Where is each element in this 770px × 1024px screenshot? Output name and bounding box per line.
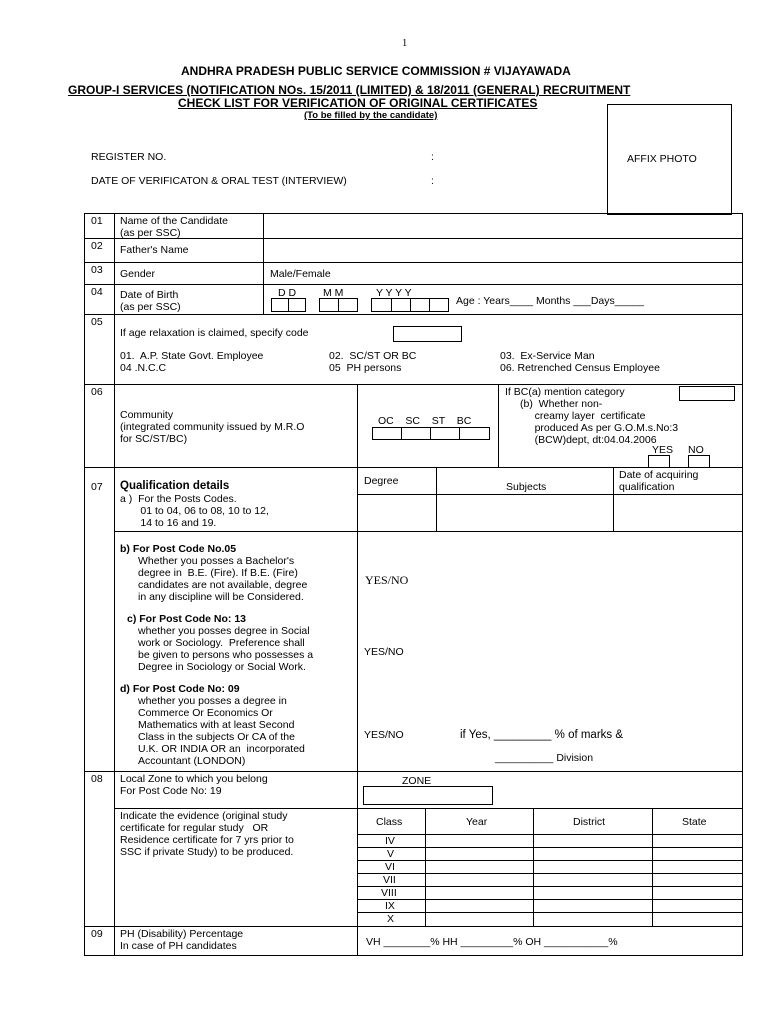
bc-category-prompt: If BC(a) mention category [505,386,625,398]
age-relaxation-prompt: If age relaxation is claimed, specify code [120,327,309,339]
category-oc: OC [378,415,394,427]
photo-box[interactable] [607,104,732,215]
zone-input-box[interactable] [363,786,493,805]
class-row-x: X [387,913,395,925]
dob-day-box[interactable] [271,298,306,312]
zone-label: ZONE [402,775,432,787]
register-no-colon: : [431,151,434,163]
row-04-number: 04 [91,286,103,298]
relaxation-code-box[interactable] [393,326,462,342]
post-code-09-heading: d) For Post Code No: 09 [120,683,240,695]
relaxation-codes-col1: 01. A.P. State Govt. Employee 04 .N.C.C [120,350,264,374]
degree-column-header: Degree [364,475,399,487]
class-row-ix: IX [385,900,395,912]
candidate-name-field[interactable] [265,215,741,237]
division-field[interactable]: __________ Division [495,752,594,764]
state-column-header: State [682,816,707,828]
dob-month-box[interactable] [319,298,358,312]
interview-date-colon: : [431,175,434,187]
dob-year-box[interactable] [371,298,449,312]
category-sc: SC [405,415,421,427]
non-creamy-question: (b) Whether non- creamy layer certificate produced As per G.O.M.s.No:3 (BCW)dept, dt:04.04.2006 [520,398,679,446]
dob-yyyy-label: Y Y Y Y [376,287,412,299]
row-06-number: 06 [91,386,103,398]
marks-percentage-field[interactable]: if Yes, _________ % of marks & [460,729,624,741]
dob-label: Date of Birth (as per SSC) [120,289,181,313]
subjects-column-header: Subjects [506,481,547,493]
post-code-05-answer[interactable]: YES/NO [365,573,409,587]
row-05-number: 05 [91,316,103,328]
father-name-label: Father's Name [120,244,189,256]
row-01-number: 01 [91,215,103,227]
district-column-header: District [573,816,606,828]
no-checkbox[interactable] [688,455,710,468]
page-number: 1 [402,38,408,49]
class-row-vii: VII [383,874,396,886]
community-categories [378,415,471,427]
row-08-number: 08 [91,773,103,785]
qualification-title: Qualification details [120,480,230,492]
local-zone-label: Local Zone to which you belong For Post Code No: 19 [120,773,268,797]
class-column-header: Class [376,816,403,828]
post-code-13-text: whether you posses degree in Social work or Sociology. Preference shall be given to persons who possesses a Degree in Sociology or Social Work. [138,625,314,673]
relaxation-codes-col2: 02. SC/ST OR BC 05 PH persons [329,350,417,374]
dob-mm-label: M M [323,287,344,299]
checklist-title: CHECK LIST FOR VERIFICATION OF ORIGINAL CERTIFICATES [178,96,538,110]
interview-date-label: DATE OF VERIFICATON & ORAL TEST (INTERVIEW) [91,175,347,187]
community-label: Community (integrated community issued by M.R.O for SC/ST/BC) [120,409,305,445]
post-code-09-text: whether you posses a degree in Commerce Or Economics Or Mathematics with at least Second Class in the subjects Or CA of the U.K. OR INDIA OR an incorporated Accountant (LONDON) [138,695,305,767]
register-no-label: REGISTER NO. [91,151,167,163]
post-code-05-heading: b) For Post Code No.05 [120,543,237,555]
commission-title: ANDHRA PRADESH PUBLIC SERVICE COMMISSION # VIJAYAWADA [181,64,571,78]
fill-note: (To be filled by the candidate) [304,110,438,121]
class-row-vi: VI [385,861,395,873]
class-row-viii: VIII [381,887,397,899]
gender-label: Gender [120,268,156,280]
category-st: ST [431,415,446,427]
row-03-number: 03 [91,264,103,276]
photo-box-label: AFFIX PHOTO [627,153,697,165]
qualification-a-text: a ) For the Posts Codes. 01 to 04, 06 to 08, 10 to 12, 14 to 16 and 19. [120,493,269,529]
post-code-13-heading: c) For Post Code No: 13 [127,613,247,625]
yes-checkbox[interactable] [648,455,670,468]
ph-percentage-label: PH (Disability) Percentage In case of PH candidates [120,928,244,952]
candidate-name-label: Name of the Candidate (as per SSC) [120,215,228,239]
father-name-field[interactable] [265,240,741,261]
post-code-09-answer[interactable]: YES/NO [364,729,404,741]
age-field[interactable]: Age : Years____ Months ___Days_____ [456,295,644,307]
post-code-05-text: Whether you posses a Bachelor's degree in B.E. (Fire). If B.E. (Fire) candidates are not available, degree in any discipline will be Considered. [138,555,308,603]
yes-label: YES [652,444,674,456]
class-row-iv: IV [385,835,395,847]
recruitment-subtitle: GROUP-I SERVICES (NOTIFICATION NOs. 15/2011 (LIMITED) & 18/2011 (GENERAL) RECRUITMENT [68,83,631,97]
year-column-header: Year [466,816,488,828]
row-09-number: 09 [91,928,103,940]
bc-category-box[interactable] [679,386,735,401]
class-row-v: V [387,848,395,860]
row-07-number: 07 [91,481,103,493]
study-evidence-text: Indicate the evidence (original study certificate for regular study OR Residence certificate for 7 yrs prior to SSC if private Study) to be produced. [120,810,294,858]
relaxation-codes-col3: 03. Ex-Service Man 06. Retrenched Census Employee [500,350,660,374]
no-label: NO [688,444,704,456]
gender-value[interactable]: Male/Female [270,268,331,280]
date-acquiring-column-header: Date of acquiring qualification [619,469,699,493]
community-boxes[interactable] [372,427,490,440]
row-02-number: 02 [91,240,103,252]
category-bc: BC [456,415,472,427]
ph-percentage-fields[interactable]: VH ________% HH _________% OH ___________% [366,936,618,948]
dob-dd-label: D D [278,287,297,299]
post-code-13-answer[interactable]: YES/NO [364,646,404,658]
